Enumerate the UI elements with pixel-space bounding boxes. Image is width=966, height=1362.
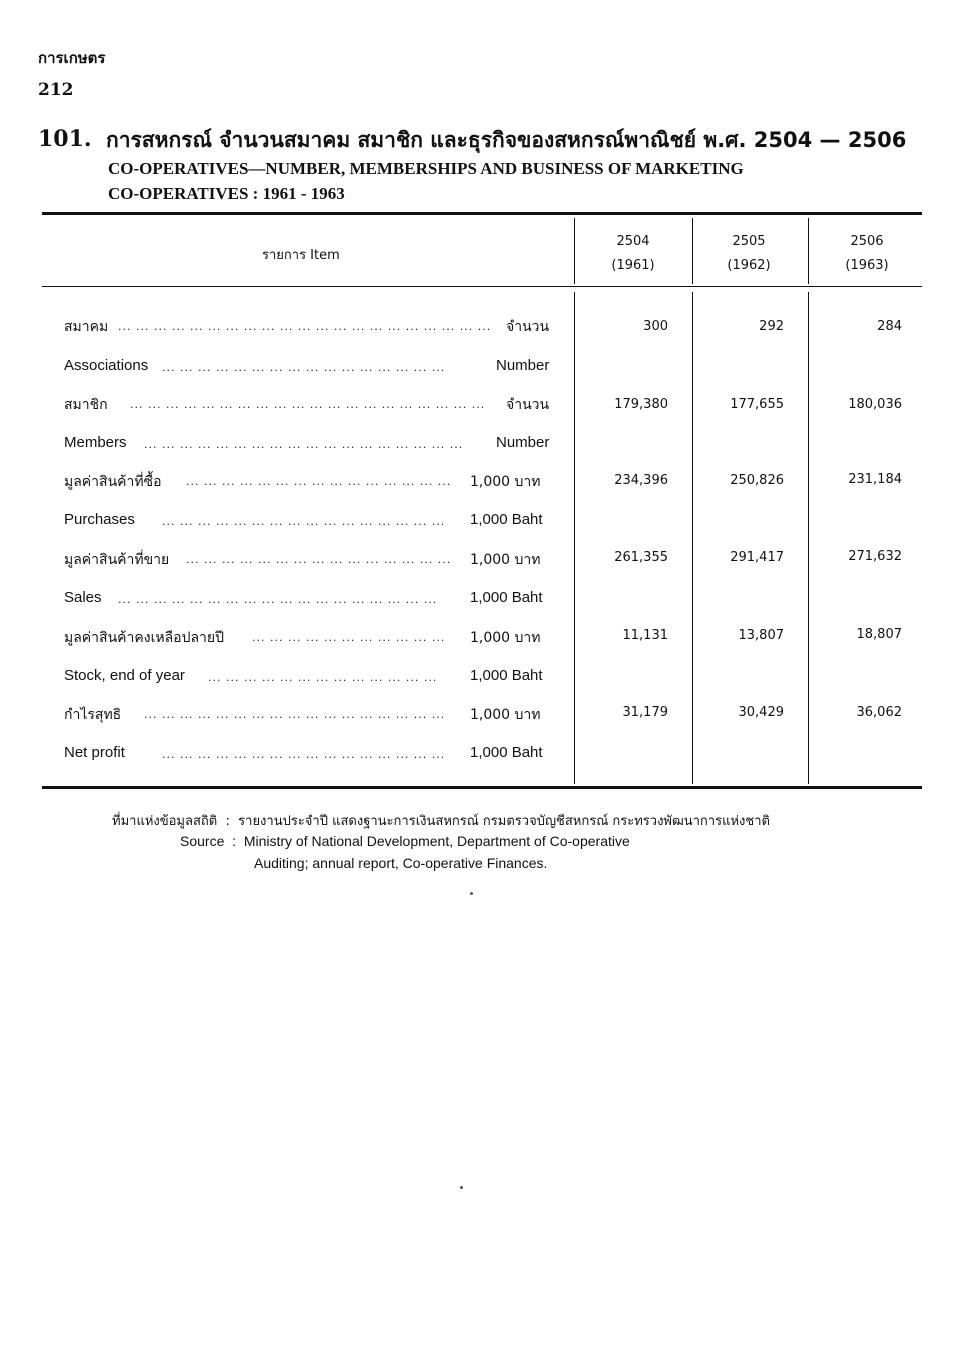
source-separator: : [228, 833, 240, 849]
cell-sales-1961: 261,355 [614, 550, 668, 565]
unit-thai: จำนวน [506, 397, 550, 413]
year-ce: (1961) [611, 258, 655, 273]
scan-speck [460, 1186, 463, 1189]
leader-dots: ... ... ... ... ... ... ... ... ... ... ... ... ... [208, 671, 438, 684]
leader-dots: ... ... ... ... ... ... ... ... ... ... ... ... ... ... ... ... [162, 361, 446, 374]
cell-purchases-1961: 234,396 [614, 473, 668, 488]
unit-thai: 1,000 บาท [470, 552, 541, 568]
unit-en: 1,000 Baht [470, 667, 543, 684]
unit-thai: 1,000 บาท [470, 707, 541, 723]
row-label-stock-en: Stock, end of year [64, 667, 185, 684]
page-number: 212 [38, 80, 74, 100]
column-header-year-1 [575, 230, 691, 278]
leader-dots: ... ... ... ... ... ... ... ... ... ... ... [252, 631, 446, 644]
unit-en: 1,000 Baht [470, 589, 543, 606]
cell-purchases-1963: 231,184 [848, 472, 902, 487]
unit-en: 1,000 Baht [470, 744, 543, 761]
leader-dots: ... ... ... ... ... ... ... ... ... ... ... ... ... ... ... ... ... [144, 708, 446, 721]
unit-en: 1,000 Baht [470, 511, 543, 528]
year-ce: (1963) [845, 258, 889, 273]
row-label-members-en: Members [64, 434, 127, 451]
table-title-thai: การสหกรณ์ จำนวนสมาคม สมาชิก และธุรกิจของสหกรณ์พาณิชย์ พ.ศ. 2504 — 2506 [106, 128, 907, 152]
leader-dots: ... ... ... ... ... ... ... ... ... ... ... ... ... ... ... ... ... ... [118, 593, 438, 606]
leader-dots: ... ... ... ... ... ... ... ... ... ... ... ... ... ... ... [186, 553, 452, 566]
cell-associations-1961: 300 [643, 319, 668, 334]
cell-sales-1963: 271,632 [848, 549, 902, 564]
cell-members-1961: 179,380 [614, 397, 668, 412]
row-label-stock-thai: มูลค่าสินค้าคงเหลือปลายปี [64, 630, 224, 646]
cell-net-profit-1963: 36,062 [856, 705, 902, 720]
source-thai [112, 810, 770, 831]
row-label-sales-thai: มูลค่าสินค้าที่ขาย [64, 552, 170, 568]
row-label-net-profit-en: Net profit [64, 744, 125, 761]
leader-dots: ... ... ... ... ... ... ... ... ... ... ... ... ... ... ... ... ... ... ... ... [130, 398, 486, 411]
section-header: การเกษตร [38, 49, 106, 67]
leader-dots: ... ... ... ... ... ... ... ... ... ... ... ... ... ... ... [186, 475, 452, 488]
row-label-sales-en: Sales [64, 589, 102, 606]
cell-associations-1962: 292 [759, 319, 784, 334]
source-thai-label: ที่มาแห่งข้อมูลสถิติ [112, 814, 218, 829]
unit-thai: 1,000 บาท [470, 630, 541, 646]
source-en-line1: Ministry of National Development, Department of Co-operative [243, 833, 630, 849]
cell-associations-1963: 284 [877, 319, 902, 334]
cell-net-profit-1962: 30,429 [738, 705, 784, 720]
title-english-line2: CO-OPERATIVES : 1961 - 1963 [108, 184, 345, 203]
row-label-associations-thai: สมาคม [64, 319, 109, 335]
column-header-year-2 [691, 230, 807, 278]
source-separator: : [221, 814, 235, 829]
cell-members-1962: 177,655 [730, 397, 784, 412]
leader-dots: ... ... ... ... ... ... ... ... ... ... ... ... ... ... ... ... ... ... [144, 438, 464, 451]
row-label-purchases-en: Purchases [64, 511, 135, 528]
year-be: 2505 [732, 234, 766, 249]
cell-stock-1961: 11,131 [622, 628, 668, 643]
leader-dots: ... ... ... ... ... ... ... ... ... ... ... ... ... ... ... ... [162, 748, 446, 761]
column-header-year-3 [809, 230, 925, 278]
source-en-label: Source [180, 833, 225, 849]
unit-thai: จำนวน [506, 319, 550, 335]
unit-thai: 1,000 บาท [470, 474, 541, 490]
cell-stock-1963: 18,807 [856, 627, 902, 642]
year-ce: (1962) [727, 258, 771, 273]
row-label-members-thai: สมาชิก [64, 397, 108, 413]
leader-dots: ... ... ... ... ... ... ... ... ... ... ... ... ... ... ... ... [162, 515, 446, 528]
title-english-line1: CO-OPERATIVES—NUMBER, MEMBERSHIPS AND BUSINESS OF MARKETING [108, 159, 744, 178]
row-label-net-profit-thai: กำไรสุทธิ [64, 707, 122, 723]
unit-en: Number [496, 357, 550, 374]
table-bottom-rule [42, 786, 922, 789]
cell-net-profit-1961: 31,179 [622, 705, 668, 720]
source-english [180, 833, 630, 849]
row-label-associations-en: Associations [64, 357, 149, 374]
year-be: 2504 [616, 234, 650, 249]
unit-en: Number [496, 434, 550, 451]
column-header-item: รายการ Item [262, 248, 340, 263]
cell-purchases-1962: 250,826 [730, 473, 784, 488]
cell-sales-1962: 291,417 [730, 550, 784, 565]
source-en-line2: Auditing; annual report, Co-operative Finances. [254, 855, 548, 871]
scan-speck [470, 892, 473, 895]
table-header-rule [42, 286, 922, 287]
source-thai-text: รายงานประจำปี แสดงฐานะการเงินสหกรณ์ กรมตรวจบัญชีสหกรณ์ กระทรวงพัฒนาการแห่งชาติ [238, 814, 770, 829]
table-title-english [108, 156, 744, 206]
cell-stock-1962: 13,807 [738, 628, 784, 643]
year-be: 2506 [850, 234, 884, 249]
cell-members-1963: 180,036 [848, 397, 902, 412]
table-number: 101. [38, 126, 92, 152]
leader-dots: ... ... ... ... ... ... ... ... ... ... ... ... ... ... ... ... ... ... ... ... ... [118, 320, 492, 333]
table-top-rule [42, 212, 922, 215]
row-label-purchases-thai: มูลค่าสินค้าที่ซื้อ [64, 474, 162, 490]
